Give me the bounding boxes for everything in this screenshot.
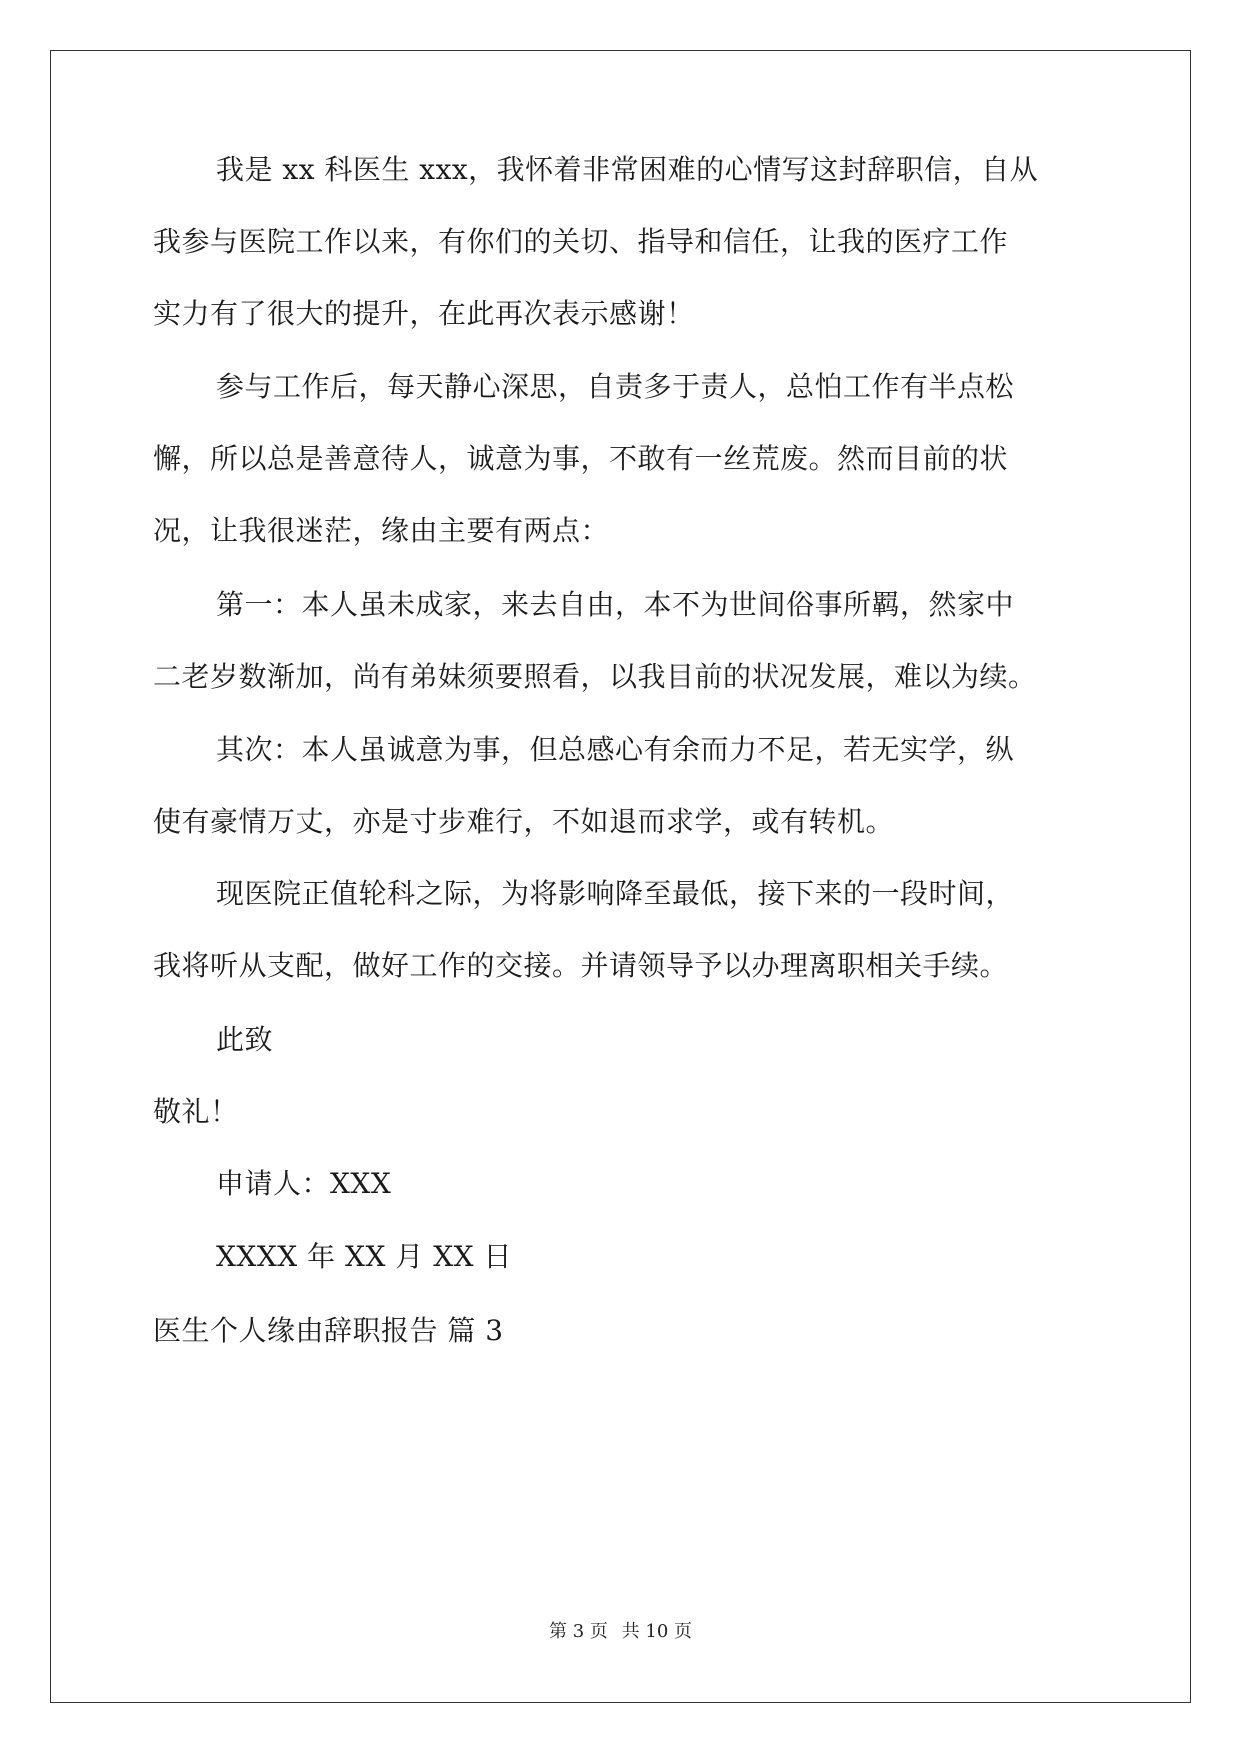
body-line: 参与工作后，每天静心深思，自责多于责人，总怕工作有半点松 (216, 370, 1015, 403)
applicant-signature: 申请人：XXX (216, 1167, 392, 1200)
closing-regards: 敬礼！ (153, 1095, 239, 1128)
body-line: 使有豪情万丈，亦是寸步难行，不如退而求学，或有转机。 (153, 805, 895, 838)
date-line: XXXX 年 XX 月 XX 日 (216, 1240, 512, 1273)
body-line: 第一：本人虽未成家，来去自由，本不为世间俗事所羁，然家中 (216, 588, 1015, 621)
page-footer (0, 1620, 1241, 1644)
page-number: 第 3 页 (549, 1621, 608, 1642)
page-total: 共 10 页 (621, 1621, 692, 1642)
body-line: 我是 xx 科医生 xxx，我怀着非常困难的心情写这封辞职信，自从 (216, 153, 1039, 186)
body-line: 其次：本人虽诚意为事，但总感心有余而力不足，若无实学，纵 (216, 733, 1015, 766)
closing-salutation: 此致 (216, 1023, 274, 1056)
section-heading: 医生个人缘由辞职报告 篇 3 (153, 1314, 504, 1347)
body-line: 懈，所以总是善意待人，诚意为事，不敢有一丝荒废。然而目前的状 (153, 442, 1009, 475)
body-line: 现医院正值轮科之际，为将影响降至最低，接下来的一段时间， (216, 877, 1015, 910)
body-line: 二老岁数渐加，尚有弟妹须要照看，以我目前的状况发展，难以为续。 (153, 660, 1037, 693)
body-line: 我参与医院工作以来，有你们的关切、指导和信任，让我的医疗工作 (153, 225, 1009, 258)
body-line: 况，让我很迷茫，缘由主要有两点： (153, 514, 610, 547)
body-line: 实力有了很大的提升，在此再次表示感谢！ (153, 297, 695, 330)
body-line: 我将听从支配，做好工作的交接。并请领导予以办理离职相关手续。 (153, 949, 1009, 982)
